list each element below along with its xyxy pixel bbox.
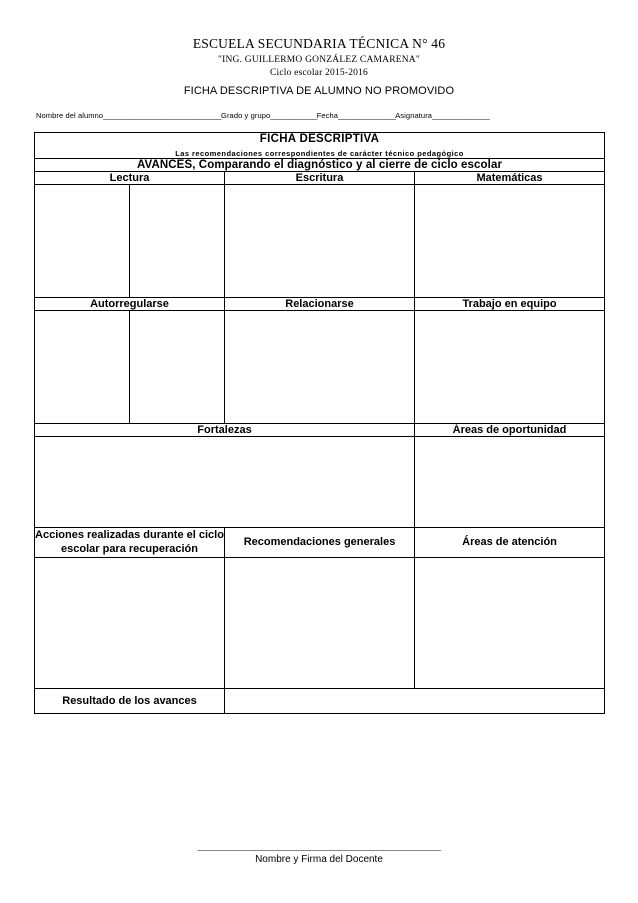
table-row — [35, 558, 605, 689]
table-row — [35, 297, 605, 310]
date-field[interactable]: ________________ — [338, 110, 396, 120]
table-row — [35, 171, 605, 184]
table-row — [35, 132, 605, 158]
input-cell-areas-atencion[interactable] — [415, 558, 605, 689]
signature-line: ____________________________________________________________________ — [197, 842, 441, 851]
table-row — [35, 527, 605, 558]
column-header-trabajo-en-equipo: Trabajo en equipo — [415, 297, 605, 310]
input-cell-escritura[interactable] — [225, 184, 415, 297]
table-row — [35, 310, 605, 423]
ficha-title-cell — [35, 132, 605, 158]
table-row — [35, 423, 605, 436]
ficha-subtitle: Las recomendaciones correspondientes de carácter técnico pedagógico — [175, 148, 464, 158]
input-cell-lectura-a[interactable] — [35, 184, 130, 297]
grade-field[interactable]: _____________ — [270, 110, 317, 120]
input-cell-acciones-realizadas[interactable] — [35, 558, 225, 689]
document-header — [0, 0, 638, 97]
input-cell-fortalezas[interactable] — [35, 436, 415, 527]
subject-label: Asignatura — [395, 110, 433, 120]
column-header-areas-atencion: Áreas de atención — [415, 527, 605, 558]
column-header-matematicas: Matemáticas — [415, 171, 605, 184]
school-name: ESCUELA SECUNDARIA TÉCNICA N° 46 — [192, 36, 446, 51]
grade-label: Grado y grupo — [221, 110, 271, 120]
input-cell-autorregularse-a[interactable] — [35, 310, 130, 423]
student-name-field[interactable]: _________________________________ — [103, 110, 222, 120]
advances-section-title: AVANCES, Comparando el diagnóstico y al cierre de ciclo escolar — [35, 158, 605, 171]
ficha-table-wrapper — [34, 132, 604, 715]
signature-label: Nombre y Firma del Docente — [255, 854, 383, 865]
ficha-descriptiva-table — [34, 132, 605, 715]
column-header-acciones-realizadas: Acciones realizadas durante el ciclo escolar para recuperación — [35, 527, 225, 558]
student-info-line — [36, 111, 602, 120]
input-cell-autorregularse-b[interactable] — [130, 310, 225, 423]
table-row — [35, 689, 605, 714]
school-subtitle: "ING. GUILLERMO GONZÁLEZ CAMARENA" — [218, 54, 420, 65]
column-header-autorregularse: Autorregularse — [35, 297, 225, 310]
input-cell-trabajo-en-equipo[interactable] — [415, 310, 605, 423]
input-cell-areas-oportunidad[interactable] — [415, 436, 605, 527]
column-header-fortalezas: Fortalezas — [35, 423, 415, 436]
input-cell-matematicas[interactable] — [415, 184, 605, 297]
table-row — [35, 436, 605, 527]
document-title: FICHA DESCRIPTIVA DE ALUMNO NO PROMOVIDO — [183, 84, 455, 97]
document-footer — [0, 842, 638, 865]
table-row — [35, 158, 605, 171]
ficha-title: FICHA DESCRIPTIVA — [259, 132, 380, 145]
subject-field[interactable]: ________________ — [432, 110, 490, 120]
column-header-recomendaciones-generales: Recomendaciones generales — [225, 527, 415, 558]
school-cycle: Ciclo escolar 2015-2016 — [270, 67, 368, 78]
student-name-label: Nombre del alumno — [36, 110, 104, 120]
column-header-relacionarse: Relacionarse — [225, 297, 415, 310]
input-cell-recomendaciones-generales[interactable] — [225, 558, 415, 689]
column-header-escritura: Escritura — [225, 171, 415, 184]
input-cell-lectura-b[interactable] — [130, 184, 225, 297]
table-row — [35, 184, 605, 297]
input-cell-relacionarse[interactable] — [225, 310, 415, 423]
column-header-areas-oportunidad: Áreas de oportunidad — [415, 423, 605, 436]
column-header-lectura: Lectura — [35, 171, 225, 184]
input-cell-resultado-avances[interactable] — [225, 689, 605, 714]
row-label-resultado-avances: Resultado de los avances — [35, 689, 225, 714]
date-label: Fecha — [316, 110, 339, 120]
